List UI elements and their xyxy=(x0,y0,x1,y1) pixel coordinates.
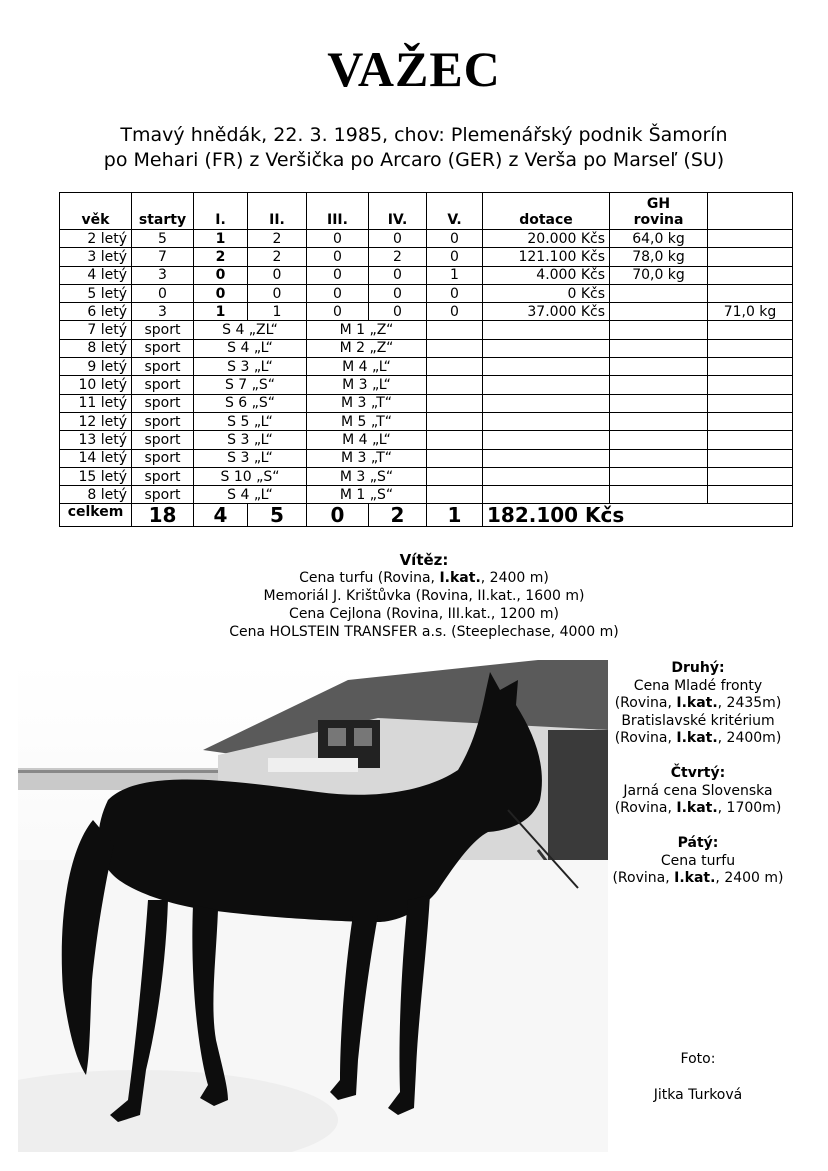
second-place-cell: 0 xyxy=(248,266,307,284)
fifth-place-cell: 0 xyxy=(427,230,483,248)
extra-weight-cell: 71,0 kg xyxy=(708,303,793,321)
second-place-cell: 2 xyxy=(248,248,307,266)
empty-cell xyxy=(483,412,610,430)
table-row xyxy=(60,266,793,284)
starts-cell: 3 xyxy=(132,303,194,321)
winner-text: Cena turfu (Rovina, xyxy=(299,570,440,586)
table-row xyxy=(60,230,793,248)
empty-cell xyxy=(708,358,793,376)
detail-text: (Rovina, xyxy=(614,800,677,816)
winner-race-line xyxy=(0,623,828,641)
empty-cell xyxy=(610,467,708,485)
second-race-2: Bratislavské kritérium xyxy=(621,712,775,729)
extra-weight-cell xyxy=(708,284,793,302)
sport-cell: sport xyxy=(132,449,194,467)
detail-bold: I.kat. xyxy=(674,870,716,886)
first-place-cell: 0 xyxy=(194,266,248,284)
totals-row xyxy=(60,504,793,527)
sport-m-cell: M 1 „Z“ xyxy=(307,321,427,339)
total-second: 5 xyxy=(248,504,307,527)
fourth-place-cell: 0 xyxy=(369,230,427,248)
fourth-place-cell: 0 xyxy=(369,284,427,302)
age-cell: 3 letý xyxy=(60,248,132,266)
empty-cell xyxy=(610,339,708,357)
empty-cell xyxy=(427,486,483,504)
first-place-cell: 2 xyxy=(194,248,248,266)
empty-cell xyxy=(427,431,483,449)
second-race-2-detail xyxy=(610,730,786,748)
empty-cell xyxy=(427,412,483,430)
table-row xyxy=(60,412,793,430)
age-cell: 2 letý xyxy=(60,230,132,248)
empty-cell xyxy=(483,431,610,449)
sport-s-cell: S 6 „S“ xyxy=(194,394,307,412)
table-header-cell xyxy=(708,193,793,230)
age-cell: 12 letý xyxy=(60,412,132,430)
age-cell: 8 letý xyxy=(60,339,132,357)
prize-cell: 20.000 Kčs xyxy=(483,230,610,248)
detail-text: (Rovina, xyxy=(614,730,677,746)
sport-s-cell: S 3 „L“ xyxy=(194,358,307,376)
first-place-cell: 1 xyxy=(194,303,248,321)
fourth-race-detail xyxy=(610,800,786,818)
sport-m-cell: M 4 „L“ xyxy=(307,431,427,449)
empty-cell xyxy=(708,394,793,412)
third-place-cell: 0 xyxy=(307,230,369,248)
empty-cell xyxy=(610,431,708,449)
sport-s-cell: S 3 „L“ xyxy=(194,431,307,449)
empty-cell xyxy=(610,412,708,430)
sport-s-cell: S 10 „S“ xyxy=(194,467,307,485)
fourth-heading: Čtvrtý: xyxy=(670,765,726,781)
first-place-cell: 0 xyxy=(194,284,248,302)
third-place-cell: 0 xyxy=(307,248,369,266)
empty-cell xyxy=(483,321,610,339)
age-cell: 13 letý xyxy=(60,431,132,449)
table-header-row xyxy=(60,193,793,230)
second-race-1: Cena Mladé fronty xyxy=(633,677,763,694)
empty-cell xyxy=(610,376,708,394)
age-cell: 4 letý xyxy=(60,266,132,284)
sport-m-cell: M 1 „S“ xyxy=(307,486,427,504)
horse-photo-image xyxy=(18,660,608,1152)
detail-text: , 2435m) xyxy=(717,695,782,711)
second-race-1-detail xyxy=(610,695,786,713)
age-cell: 10 letý xyxy=(60,376,132,394)
table-row xyxy=(60,486,793,504)
table-row xyxy=(60,431,793,449)
detail-bold: I.kat. xyxy=(676,695,718,711)
starts-cell: 0 xyxy=(132,284,194,302)
starts-cell: 7 xyxy=(132,248,194,266)
sport-s-cell: S 4 „L“ xyxy=(194,339,307,357)
starts-cell: 5 xyxy=(132,230,194,248)
age-cell: 6 letý xyxy=(60,303,132,321)
sport-cell: sport xyxy=(132,467,194,485)
sport-m-cell: M 5 „T“ xyxy=(307,412,427,430)
empty-cell xyxy=(708,376,793,394)
fifth-race: Cena turfu xyxy=(660,852,736,869)
detail-text: , 1700m) xyxy=(717,800,782,816)
sport-m-cell: M 3 „T“ xyxy=(307,449,427,467)
table-row xyxy=(60,321,793,339)
sport-s-cell: S 7 „S“ xyxy=(194,376,307,394)
table-header-cell: II. xyxy=(248,193,307,230)
table-row xyxy=(60,339,793,357)
empty-cell xyxy=(610,394,708,412)
table-header-cell: I. xyxy=(194,193,248,230)
sport-s-cell: S 4 „ZL“ xyxy=(194,321,307,339)
first-place-cell: 1 xyxy=(194,230,248,248)
empty-cell xyxy=(427,394,483,412)
gh-flat-cell xyxy=(610,284,708,302)
empty-cell xyxy=(708,412,793,430)
subtitle-line-2: po Mehari (FR) z Veršička po Arcaro (GER) z Verša po Marseľ (SU) xyxy=(103,149,725,171)
third-place-cell: 0 xyxy=(307,266,369,284)
detail-text: , 2400m) xyxy=(717,730,782,746)
photo-credit xyxy=(610,1050,786,1104)
extra-weight-cell xyxy=(708,266,793,284)
sport-m-cell: M 3 „S“ xyxy=(307,467,427,485)
detail-text: , 2400 m) xyxy=(715,870,784,886)
table-row xyxy=(60,467,793,485)
empty-cell xyxy=(483,358,610,376)
sport-cell: sport xyxy=(132,321,194,339)
table-header-cell: GH rovina xyxy=(610,193,708,230)
empty-cell xyxy=(427,467,483,485)
table-header-cell: III. xyxy=(307,193,369,230)
gh-flat-cell xyxy=(610,303,708,321)
winner-race-line xyxy=(0,587,828,605)
third-place-cell: 0 xyxy=(307,303,369,321)
table-header-cell: IV. xyxy=(369,193,427,230)
detail-text: (Rovina, xyxy=(612,870,675,886)
photo-credit-label: Foto: xyxy=(680,1051,716,1067)
extra-weight-cell xyxy=(708,248,793,266)
winner-text: Memoriál J. Krištůvka (Rovina, II.kat., 1600 m) xyxy=(263,588,585,604)
empty-cell xyxy=(708,449,793,467)
total-fifth: 1 xyxy=(427,504,483,527)
second-place-cell: 0 xyxy=(248,284,307,302)
sport-s-cell: S 5 „L“ xyxy=(194,412,307,430)
prize-cell: 121.100 Kčs xyxy=(483,248,610,266)
empty-cell xyxy=(483,486,610,504)
age-cell: 14 letý xyxy=(60,449,132,467)
age-cell: 7 letý xyxy=(60,321,132,339)
sport-cell: sport xyxy=(132,376,194,394)
empty-cell xyxy=(483,449,610,467)
detail-text: (Rovina, xyxy=(614,695,677,711)
empty-cell xyxy=(708,486,793,504)
winner-section xyxy=(0,551,828,641)
empty-cell xyxy=(610,358,708,376)
empty-cell xyxy=(610,449,708,467)
winner-race-line xyxy=(0,605,828,623)
detail-bold: I.kat. xyxy=(676,800,718,816)
fifth-place-cell: 0 xyxy=(427,248,483,266)
total-starts: 18 xyxy=(132,504,194,527)
sport-m-cell: M 3 „T“ xyxy=(307,394,427,412)
table-row xyxy=(60,248,793,266)
winner-text: Cena Cejlona (Rovina, III.kat., 1200 m) xyxy=(289,606,559,622)
second-place-cell: 2 xyxy=(248,230,307,248)
placings-sidebar xyxy=(610,660,786,888)
empty-cell xyxy=(427,339,483,357)
horse-photo xyxy=(18,660,608,1152)
sport-m-cell: M 4 „L“ xyxy=(307,358,427,376)
prize-cell: 4.000 Kčs xyxy=(483,266,610,284)
extra-weight-cell xyxy=(708,230,793,248)
table-header-cell: V. xyxy=(427,193,483,230)
winner-text: Cena HOLSTEIN TRANSFER a.s. (Steeplechase, 4000 m) xyxy=(229,624,619,640)
fifth-race-detail xyxy=(610,870,786,888)
age-cell: 9 letý xyxy=(60,358,132,376)
subtitle-line-1: Tmavý hnědák, 22. 3. 1985, chov: Plemenářský podnik Šamorín xyxy=(120,124,728,146)
sport-cell: sport xyxy=(132,486,194,504)
gh-flat-cell: 78,0 kg xyxy=(610,248,708,266)
empty-cell xyxy=(483,339,610,357)
empty-cell xyxy=(708,339,793,357)
table-row xyxy=(60,394,793,412)
empty-cell xyxy=(610,321,708,339)
fourth-race: Jarná cena Slovenska xyxy=(623,782,773,799)
winner-race-line xyxy=(0,569,828,587)
fifth-place-cell: 0 xyxy=(427,284,483,302)
empty-cell xyxy=(483,376,610,394)
sport-cell: sport xyxy=(132,394,194,412)
fourth-place-cell: 0 xyxy=(369,266,427,284)
starts-cell: 3 xyxy=(132,266,194,284)
empty-cell xyxy=(708,431,793,449)
empty-cell xyxy=(708,467,793,485)
table-row xyxy=(60,284,793,302)
gh-flat-cell: 70,0 kg xyxy=(610,266,708,284)
fifth-heading: Pátý: xyxy=(677,835,719,851)
total-first: 4 xyxy=(194,504,248,527)
sport-s-cell: S 3 „L“ xyxy=(194,449,307,467)
empty-cell xyxy=(427,358,483,376)
age-cell: 11 letý xyxy=(60,394,132,412)
age-cell: 5 letý xyxy=(60,284,132,302)
fifth-place-cell: 1 xyxy=(427,266,483,284)
empty-cell xyxy=(610,486,708,504)
prize-cell: 37.000 Kčs xyxy=(483,303,610,321)
table-row xyxy=(60,303,793,321)
empty-cell xyxy=(427,449,483,467)
third-place-cell: 0 xyxy=(307,284,369,302)
detail-bold: I.kat. xyxy=(676,730,718,746)
fourth-place-cell: 2 xyxy=(369,248,427,266)
empty-cell xyxy=(427,321,483,339)
fifth-place-cell: 0 xyxy=(427,303,483,321)
table-row xyxy=(60,358,793,376)
total-third: 0 xyxy=(307,504,369,527)
empty-cell xyxy=(483,467,610,485)
table-header-cell: dotace xyxy=(483,193,610,230)
sport-s-cell: S 4 „L“ xyxy=(194,486,307,504)
total-fourth: 2 xyxy=(369,504,427,527)
photo-credit-author: Jitka Turková xyxy=(653,1087,743,1103)
sport-m-cell: M 3 „L“ xyxy=(307,376,427,394)
sport-cell: sport xyxy=(132,431,194,449)
age-cell: 15 letý xyxy=(60,467,132,485)
fourth-place-cell: 0 xyxy=(369,303,427,321)
page-title: VAŽEC xyxy=(327,41,501,97)
table-header-cell: starty xyxy=(132,193,194,230)
empty-cell xyxy=(427,376,483,394)
age-cell: 8 letý xyxy=(60,486,132,504)
totals-label: celkem xyxy=(60,504,132,527)
table-row xyxy=(60,376,793,394)
sport-cell: sport xyxy=(132,412,194,430)
sport-cell: sport xyxy=(132,339,194,357)
race-record-table xyxy=(59,192,793,527)
winner-text: , 2400 m) xyxy=(480,570,549,586)
second-place-cell: 1 xyxy=(248,303,307,321)
sport-cell: sport xyxy=(132,358,194,376)
second-heading: Druhý: xyxy=(671,660,725,676)
gh-flat-cell: 64,0 kg xyxy=(610,230,708,248)
empty-cell xyxy=(708,321,793,339)
table-header-cell: věk xyxy=(60,193,132,230)
table-row xyxy=(60,449,793,467)
empty-cell xyxy=(483,394,610,412)
winner-heading: Vítěz: xyxy=(399,551,449,569)
total-prize: 182.100 Kčs xyxy=(483,504,793,527)
sport-m-cell: M 2 „Z“ xyxy=(307,339,427,357)
prize-cell: 0 Kčs xyxy=(483,284,610,302)
winner-bold: I.kat. xyxy=(439,570,481,586)
